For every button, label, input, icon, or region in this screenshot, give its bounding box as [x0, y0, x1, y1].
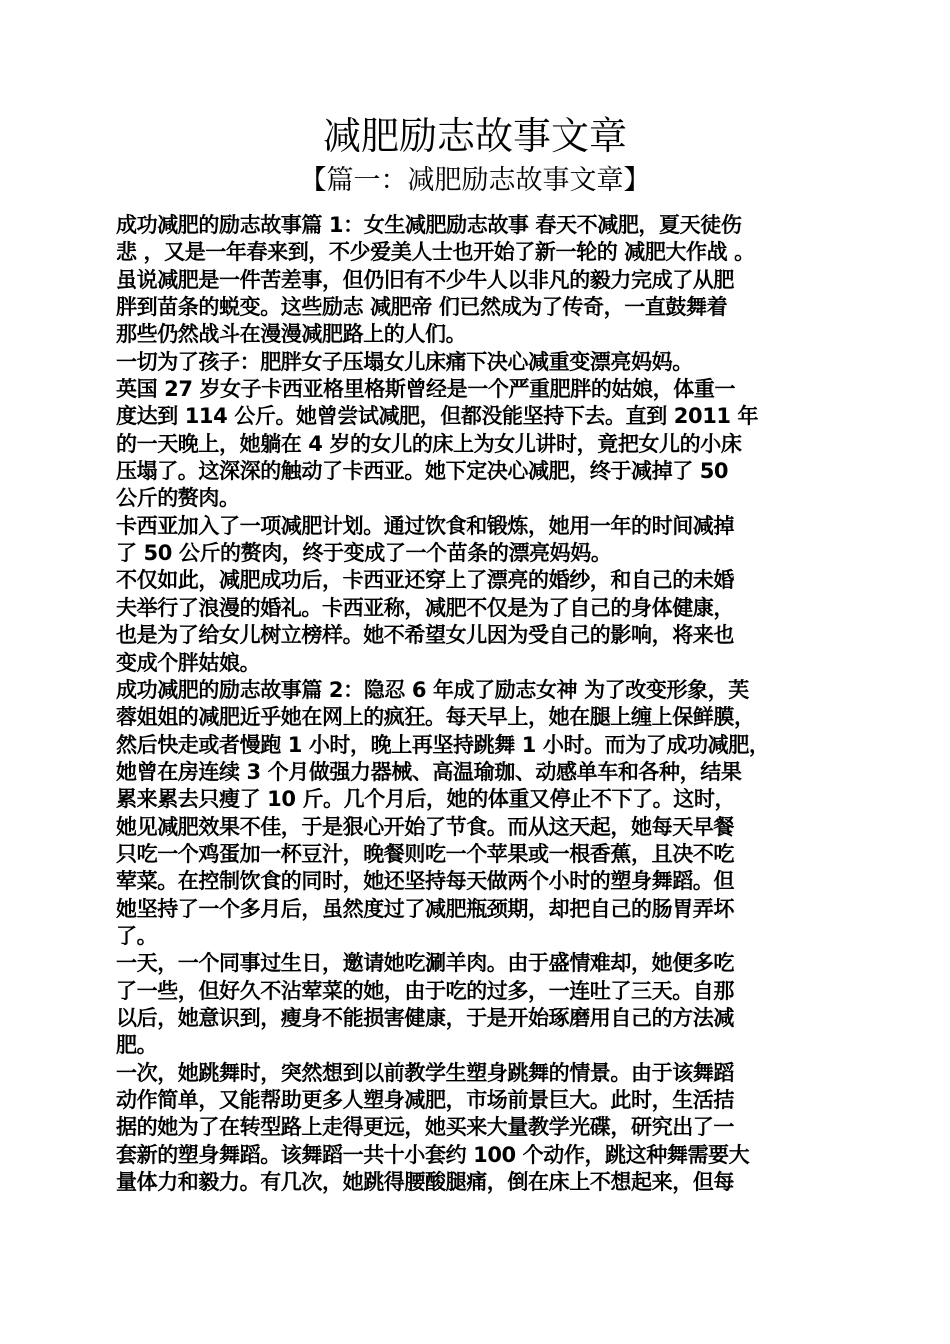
text-line: 她坚持了一个多月后，虽然度过了减肥瓶颈期，却把自己的肠胃弄坏 — [116, 896, 734, 921]
text-line: 也是为了给女儿树立榜样。她不希望女儿因为受自己的影响，将来也 — [116, 623, 734, 648]
text-line: 肥。 — [116, 1033, 158, 1058]
text-line: 据的她为了在转型路上走得更远，她买来大量教学光碟，研究出了一 — [116, 1115, 734, 1140]
text-line: 一切为了孩子：肥胖女子压塌女儿床痛下决心减重变漂亮妈妈。 — [116, 349, 693, 374]
document-body — [116, 212, 842, 1196]
text-line: 一天，一个同事过生日，邀请她吃涮羊肉。由于盛情难却，她便多吃 — [116, 951, 734, 976]
text-line: 成功减肥的励志故事篇 1：女生减肥励志故事 春天不减肥，夏天徒伤 — [116, 213, 742, 237]
document-subtitle: 【篇一：减肥励志故事文章】 — [299, 165, 651, 196]
text-line: 套新的塑身舞蹈。该舞蹈一共十小套约 100 个动作，跳这种舞需要大 — [116, 1142, 750, 1167]
text-line: 累来累去只瘦了 10 斤。几个月后，她的体重又停止不下了。这时， — [116, 787, 736, 812]
text-line: 一次，她跳舞时，突然想到以前教学生塑身跳舞的情景。由于该舞蹈 — [116, 1060, 734, 1085]
text-line: 了。 — [116, 923, 158, 948]
text-line: 卡西亚加入了一项减肥计划。通过饮食和锻炼，她用一年的时间减掉 — [116, 513, 734, 538]
text-line: 虽说减肥是一件苦差事，但仍旧有不少牛人以非凡的毅力完成了从肥 — [116, 267, 734, 292]
text-line: 变成个胖姑娘。 — [116, 650, 261, 675]
text-line: 然后快走或者慢跑 1 小时，晚上再坚持跳舞 1 小时。而为了成功减肥， — [116, 732, 770, 757]
text-line: 英国 27 岁女子卡西亚格里格斯曾经是一个严重肥胖的姑娘，体重一 — [116, 377, 736, 402]
text-line: 动作简单，又能帮助更多人塑身减肥，市场前景巨大。此时，生活拮 — [116, 1088, 734, 1112]
text-line: 蓉姐姐的减肥近乎她在网上的疯狂。每天早上，她在腿上缠上保鲜膜， — [116, 705, 755, 730]
text-line: 不仅如此，减肥成功后，卡西亚还穿上了漂亮的婚纱，和自己的未婚 — [116, 568, 734, 593]
text-line: 成功减肥的励志故事篇 2：隐忍 6 年成了励志女神 为了改变形象，芙 — [116, 677, 749, 702]
text-line: 度达到 114 公斤。她曾尝试减肥，但都没能坚持下去。直到 2011 年 — [116, 404, 759, 429]
text-line: 她曾在房连续 3 个月做强力器械、高温瑜珈、动感单车和各种，结果 — [116, 759, 742, 784]
text-line: 只吃一个鸡蛋加一杯豆汁，晚餐则吃一个苹果或一根香蕉，且决不吃 — [116, 841, 734, 866]
text-line: 胖到苗条的蜕变。这些励志 减肥帝 们已然成为了传奇，一直鼓舞着 — [116, 295, 728, 320]
text-line: 那些仍然战斗在漫漫减肥路上的人们。 — [116, 322, 467, 347]
text-line: 了一些，但好久不沾荤菜的她，由于吃的过多，一连吐了三天。自那 — [116, 978, 734, 1003]
text-line: 以后，她意识到，瘦身不能损害健康，于是开始琢磨用自己的方法减 — [116, 1005, 734, 1030]
text-line: 量体力和毅力。有几次，她跳得腰酸腿痛，倒在床上不想起来，但每 — [116, 1170, 734, 1195]
text-line: 悲 ，又是一年春来到，不少爱美人士也开始了新一轮的 减肥大作战 。 — [116, 240, 755, 265]
text-line: 她见减肥效果不佳，于是狠心开始了节食。而从这天起，她每天早餐 — [116, 814, 734, 839]
document-title: 减肥励志故事文章 — [322, 114, 627, 158]
text-line: 压塌了。这深深的触动了卡西亚。她下定决心减肥，终于减掉了 50 — [116, 459, 729, 484]
text-line: 公斤的赘肉。 — [116, 486, 240, 511]
text-line: 夫举行了浪漫的婚礼。卡西亚称，减肥不仅是为了自己的身体健康， — [116, 595, 734, 620]
text-line: 了 50 公斤的赘肉，终于变成了一个苗条的漂亮妈妈。 — [116, 541, 612, 566]
text-line: 荤菜。在控制饮食的同时，她还坚持每天做两个小时的塑身舞蹈。但 — [116, 869, 734, 894]
text-line: 的一天晚上，她躺在 4 岁的女儿的床上为女儿讲时，竟把女儿的小床 — [116, 431, 742, 456]
